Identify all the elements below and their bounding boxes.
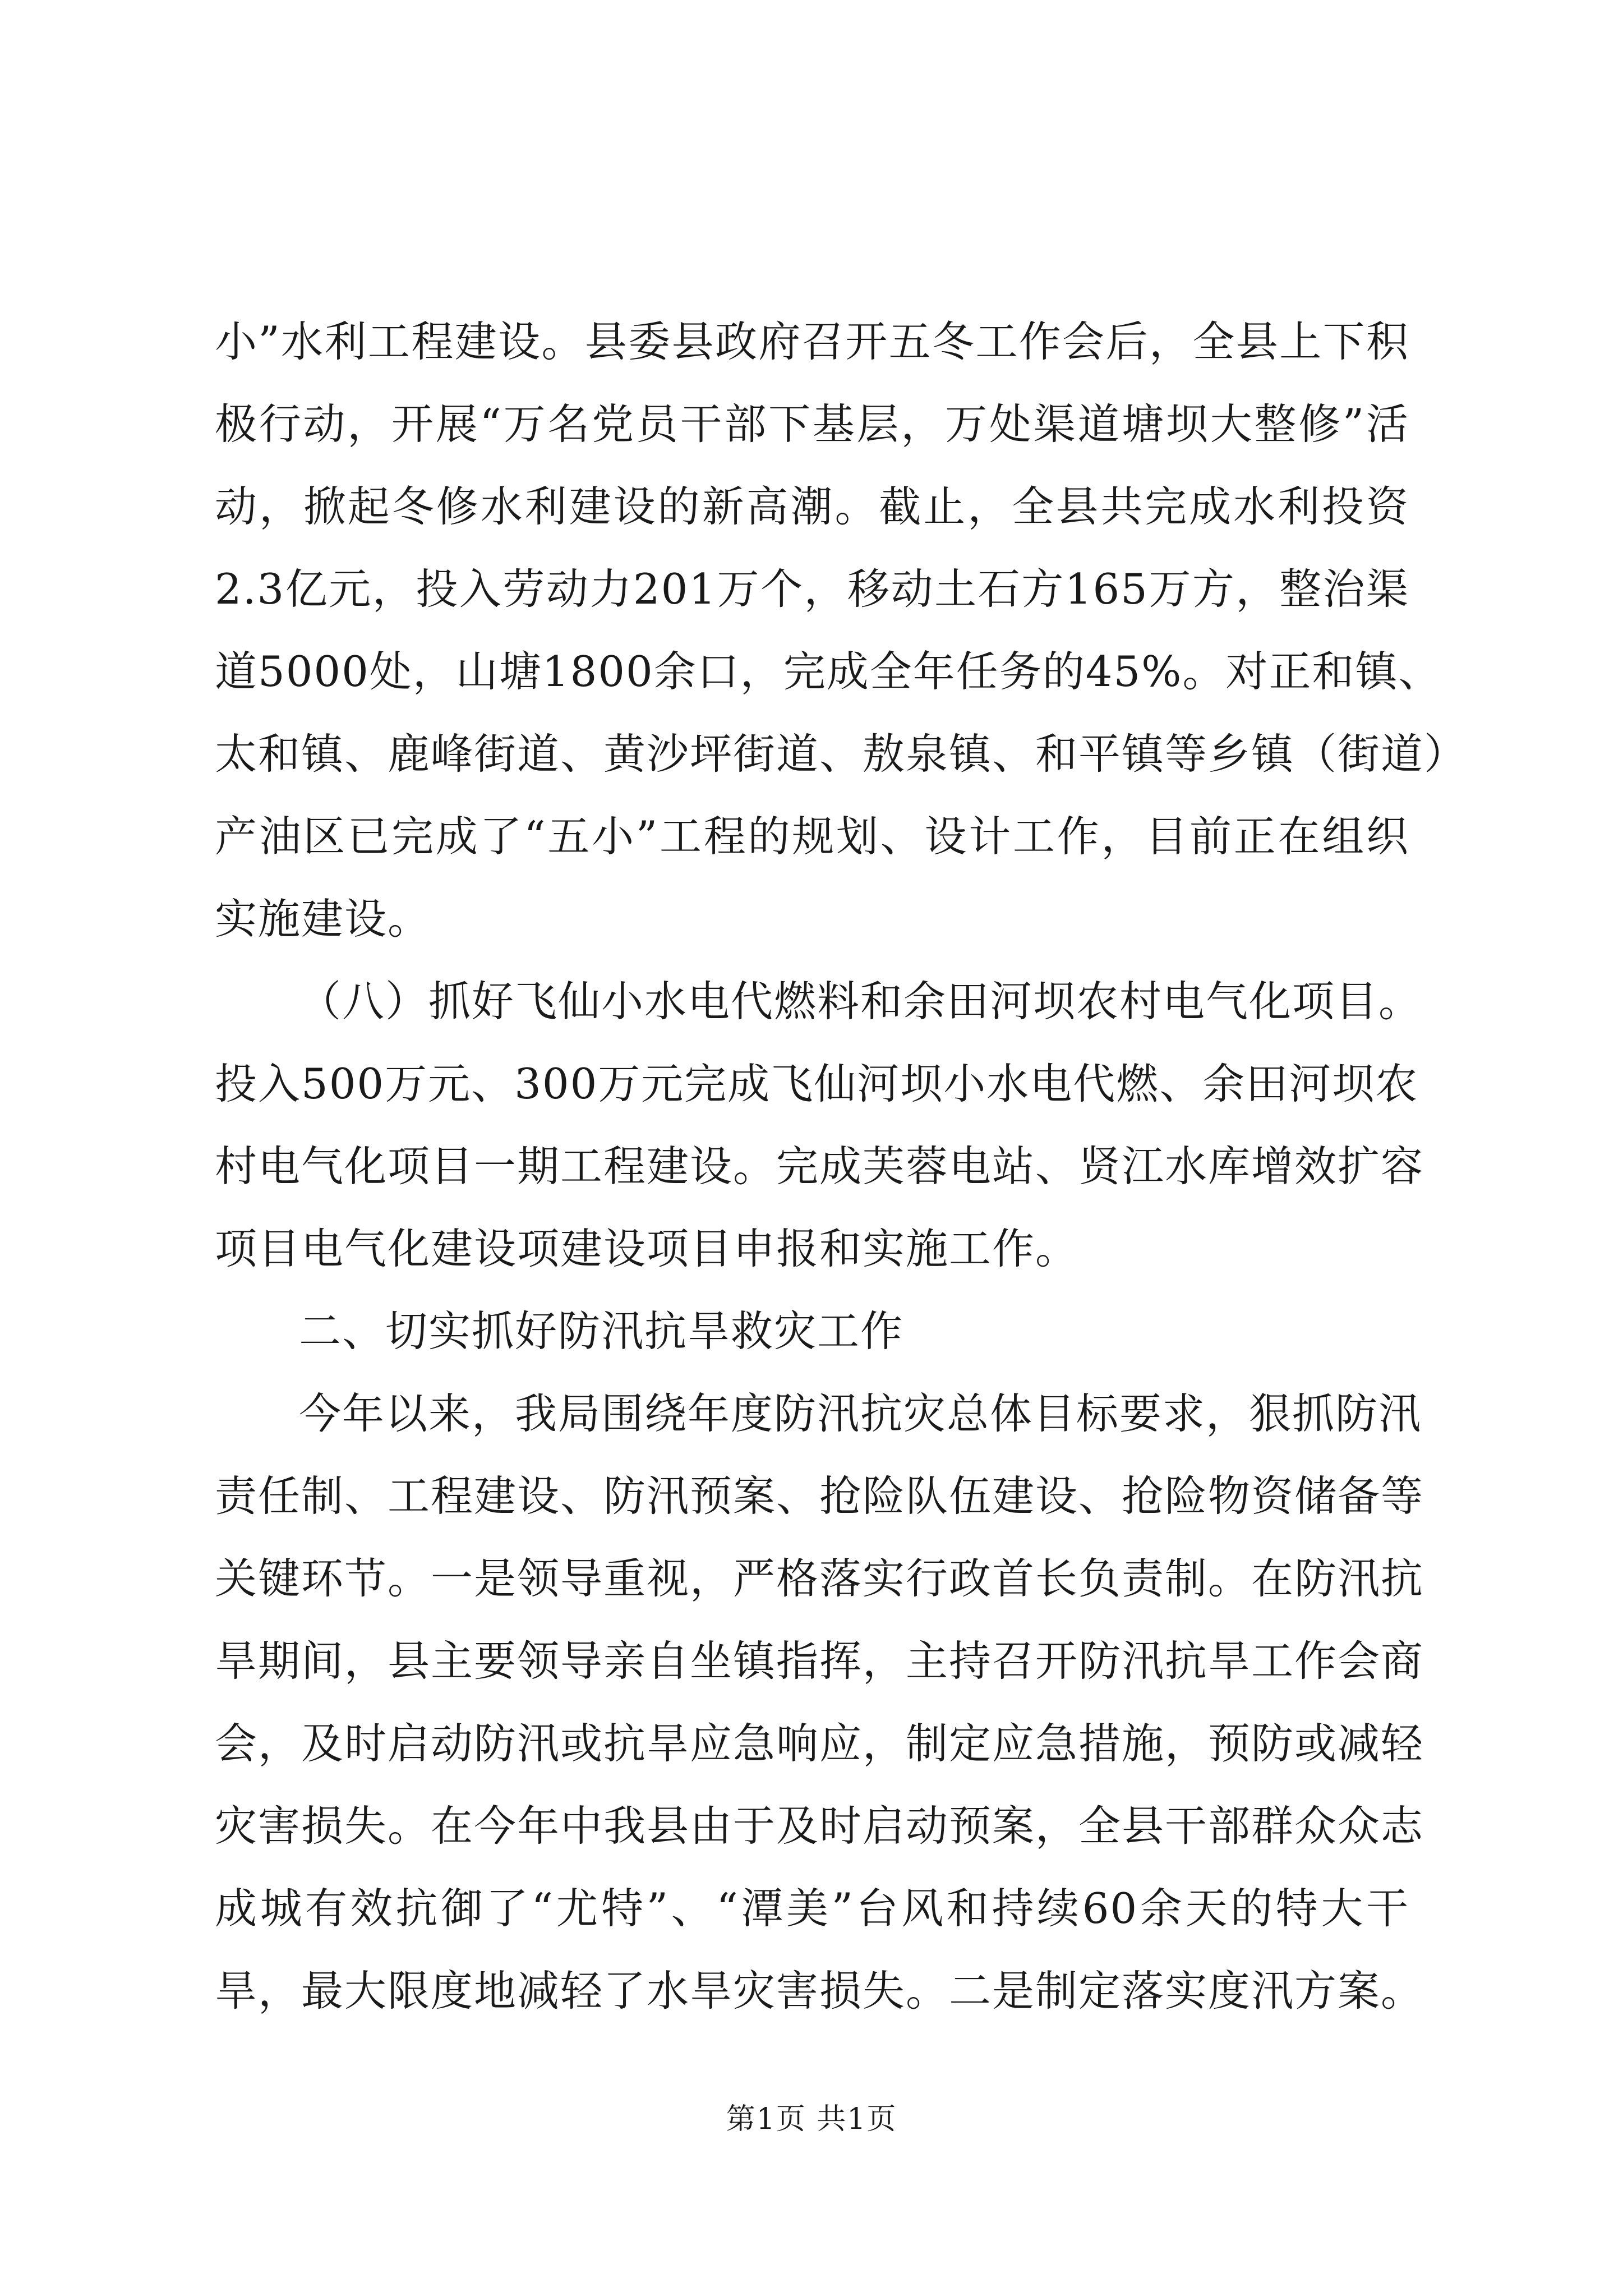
text-line: 旱期间，县主要领导亲自坐镇指挥，主持召开防汛抗旱工作会商 bbox=[215, 1636, 1424, 1686]
page-footer: 第1页 共1页 bbox=[726, 2102, 897, 2136]
text-line: 责任制、工程建设、防汛预案、抢险队伍建设、抢险物资储备等 bbox=[215, 1471, 1424, 1521]
text-line: 极行动，开展“万名党员干部下基层，万处渠道塘坝大整修”活 bbox=[215, 399, 1409, 449]
section-heading: （八）抓好飞仙小水电代燃料和余田河坝农村电气化项目。 bbox=[299, 977, 1422, 1026]
document-body bbox=[215, 301, 1468, 2032]
text-line: 产油区已完成了“五小”工程的规划、设计工作，目前正在组织 bbox=[215, 812, 1409, 861]
text-line: 实施建设。 bbox=[215, 894, 431, 944]
text-line: 成城有效抗御了“尤特”、“潭美”台风和持续60余天的特大干 bbox=[215, 1884, 1409, 1933]
text-line: 太和镇、鹿峰街道、黄沙坪街道、敖泉镇、和平镇等乡镇（街道） bbox=[215, 729, 1468, 779]
text-line: 动，掀起冬修水利建设的新高潮。截止，全县共完成水利投资 bbox=[215, 482, 1409, 531]
text-line: 投入500万元、300万元完成飞仙河坝小水电代燃、余田河坝农 bbox=[215, 1059, 1419, 1108]
text-line: 村电气化项目一期工程建设。完成芙蓉电站、贤江水库增效扩容 bbox=[215, 1142, 1424, 1191]
text-line: 会，及时启动防汛或抗旱应急响应，制定应急措施，预防或减轻 bbox=[215, 1719, 1424, 1768]
text-line: 旱，最大限度地减轻了水旱灾害损失。二是制定落实度汛方案。 bbox=[215, 1966, 1424, 2016]
text-line: 项目电气化建设项建设项目申报和实施工作。 bbox=[215, 1224, 1079, 1273]
text-line: 今年以来，我局围绕年度防汛抗灾总体目标要求，狠抓防汛 bbox=[299, 1389, 1422, 1438]
text-line: 关键环节。一是领导重视，严格落实行政首长负责制。在防汛抗 bbox=[215, 1554, 1424, 1603]
text-line: 道5000处，山塘1800余口，完成全年任务的45%。对正和镇、 bbox=[215, 647, 1442, 696]
text-line: 小”水利工程建设。县委县政府召开五冬工作会后，全县上下积 bbox=[215, 317, 1409, 366]
text-line: 2.3亿元，投入劳动力201万个，移动土石方165万方，整治渠 bbox=[215, 564, 1409, 614]
text-line: 灾害损失。在今年中我县由于及时启动预案，全县干部群众众志 bbox=[215, 1801, 1424, 1851]
section-heading: 二、切实抓好防汛抗旱救灾工作 bbox=[299, 1306, 904, 1356]
